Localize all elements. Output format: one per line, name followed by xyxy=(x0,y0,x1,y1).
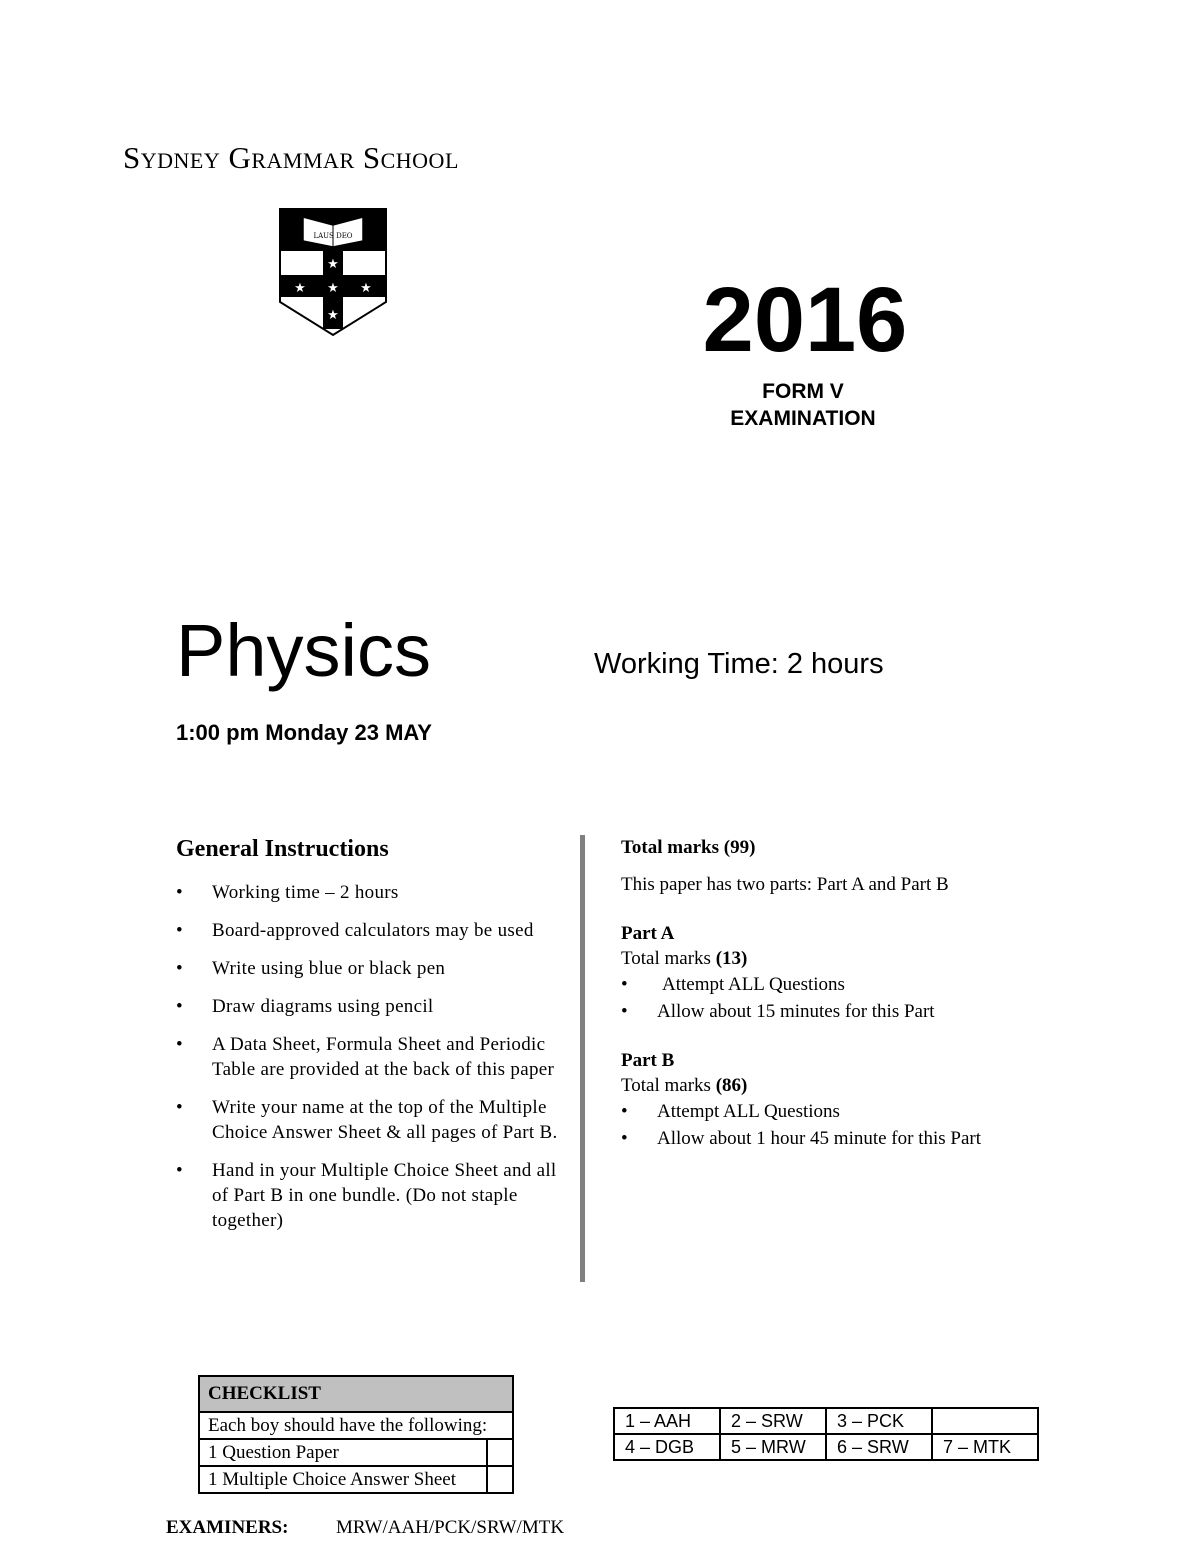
total-marks-value: (99) xyxy=(723,837,756,858)
svg-text:★: ★ xyxy=(360,280,372,295)
part-b-title: Part B xyxy=(621,1050,675,1071)
svg-text:★: ★ xyxy=(294,280,306,295)
part-a-section xyxy=(621,921,935,1025)
svg-text:LAUS DEO: LAUS DEO xyxy=(313,232,353,240)
list-item: • Allow about 15 minutes for this Part xyxy=(621,998,935,1025)
part-a-marks-label: Total marks xyxy=(621,948,711,969)
table-row xyxy=(199,1439,513,1466)
table-cell: 6 – SRW xyxy=(826,1434,932,1460)
table-cell: 2 – SRW xyxy=(720,1408,826,1434)
part-b-section xyxy=(621,1048,981,1152)
table-cell: 3 – PCK xyxy=(826,1408,932,1434)
form-line-2: EXAMINATION xyxy=(730,407,876,430)
exam-year: 2016 xyxy=(702,269,908,371)
list-item: • Attempt ALL Questions xyxy=(621,971,935,998)
list-item: • Hand in your Multiple Choice Sheet and all of Part B in one bundle. (Do not staple together) xyxy=(176,1158,576,1233)
form-line-1: FORM V xyxy=(762,380,844,403)
list-item: • Board-approved calculators may be used xyxy=(176,918,576,943)
list-item: • Write using blue or black pen xyxy=(176,956,576,981)
examiners-label: EXAMINERS: xyxy=(166,1517,289,1538)
part-a-title: Part A xyxy=(621,923,675,944)
part-b-marks-label: Total marks xyxy=(621,1075,711,1096)
examiners-value: MRW/AAH/PCK/SRW/MTK xyxy=(336,1517,565,1538)
part-b-marks xyxy=(621,1073,981,1098)
school-name: Sydney Grammar School xyxy=(123,140,459,175)
total-marks-label: Total marks xyxy=(621,837,720,858)
part-b-marks-value: (86) xyxy=(715,1075,748,1096)
list-item: • Write your name at the top of the Multiple Choice Answer Sheet & all pages of Part B. xyxy=(176,1095,576,1145)
checklist-checkbox[interactable] xyxy=(487,1466,513,1493)
table-cell: 4 – DGB xyxy=(614,1434,720,1460)
part-a-marks-value: (13) xyxy=(715,948,748,969)
class-codes-table xyxy=(613,1407,1039,1461)
svg-text:★: ★ xyxy=(327,307,339,322)
table-cell: 5 – MRW xyxy=(720,1434,826,1460)
general-instructions-heading: General Instructions xyxy=(176,836,389,862)
table-row xyxy=(614,1434,1038,1460)
list-item: • Draw diagrams using pencil xyxy=(176,994,576,1019)
list-item: • A Data Sheet, Formula Sheet and Periodic Table are provided at the back of this paper xyxy=(176,1032,576,1082)
working-time: Working Time: 2 hours xyxy=(594,648,884,680)
table-cell xyxy=(932,1408,1038,1434)
total-marks xyxy=(621,835,755,860)
svg-text:★: ★ xyxy=(327,256,339,271)
table-row xyxy=(199,1466,513,1493)
part-b-list xyxy=(621,1098,981,1152)
part-a-marks xyxy=(621,946,935,971)
checklist-item: 1 Question Paper xyxy=(199,1439,487,1466)
checklist-table xyxy=(198,1375,514,1494)
table-cell: 7 – MTK xyxy=(932,1434,1038,1460)
school-crest xyxy=(278,207,388,337)
form-label xyxy=(700,378,906,432)
table-row xyxy=(614,1408,1038,1434)
list-item: • Allow about 1 hour 45 minute for this Part xyxy=(621,1125,981,1152)
svg-text:★: ★ xyxy=(327,280,339,295)
checklist-checkbox[interactable] xyxy=(487,1439,513,1466)
part-a-list xyxy=(621,971,935,1025)
subject-title: Physics xyxy=(176,609,431,692)
general-instructions-list xyxy=(176,880,576,1246)
list-item: • Working time – 2 hours xyxy=(176,880,576,905)
column-divider xyxy=(580,835,585,1282)
list-item: • Attempt ALL Questions xyxy=(621,1098,981,1125)
marks-intro: This paper has two parts: Part A and Part B xyxy=(621,874,949,895)
checklist-subtitle: Each boy should have the following: xyxy=(199,1412,513,1439)
exam-datetime: 1:00 pm Monday 23 MAY xyxy=(176,720,432,745)
checklist-title: CHECKLIST xyxy=(199,1376,513,1412)
checklist-item: 1 Multiple Choice Answer Sheet xyxy=(199,1466,487,1493)
table-cell: 1 – AAH xyxy=(614,1408,720,1434)
